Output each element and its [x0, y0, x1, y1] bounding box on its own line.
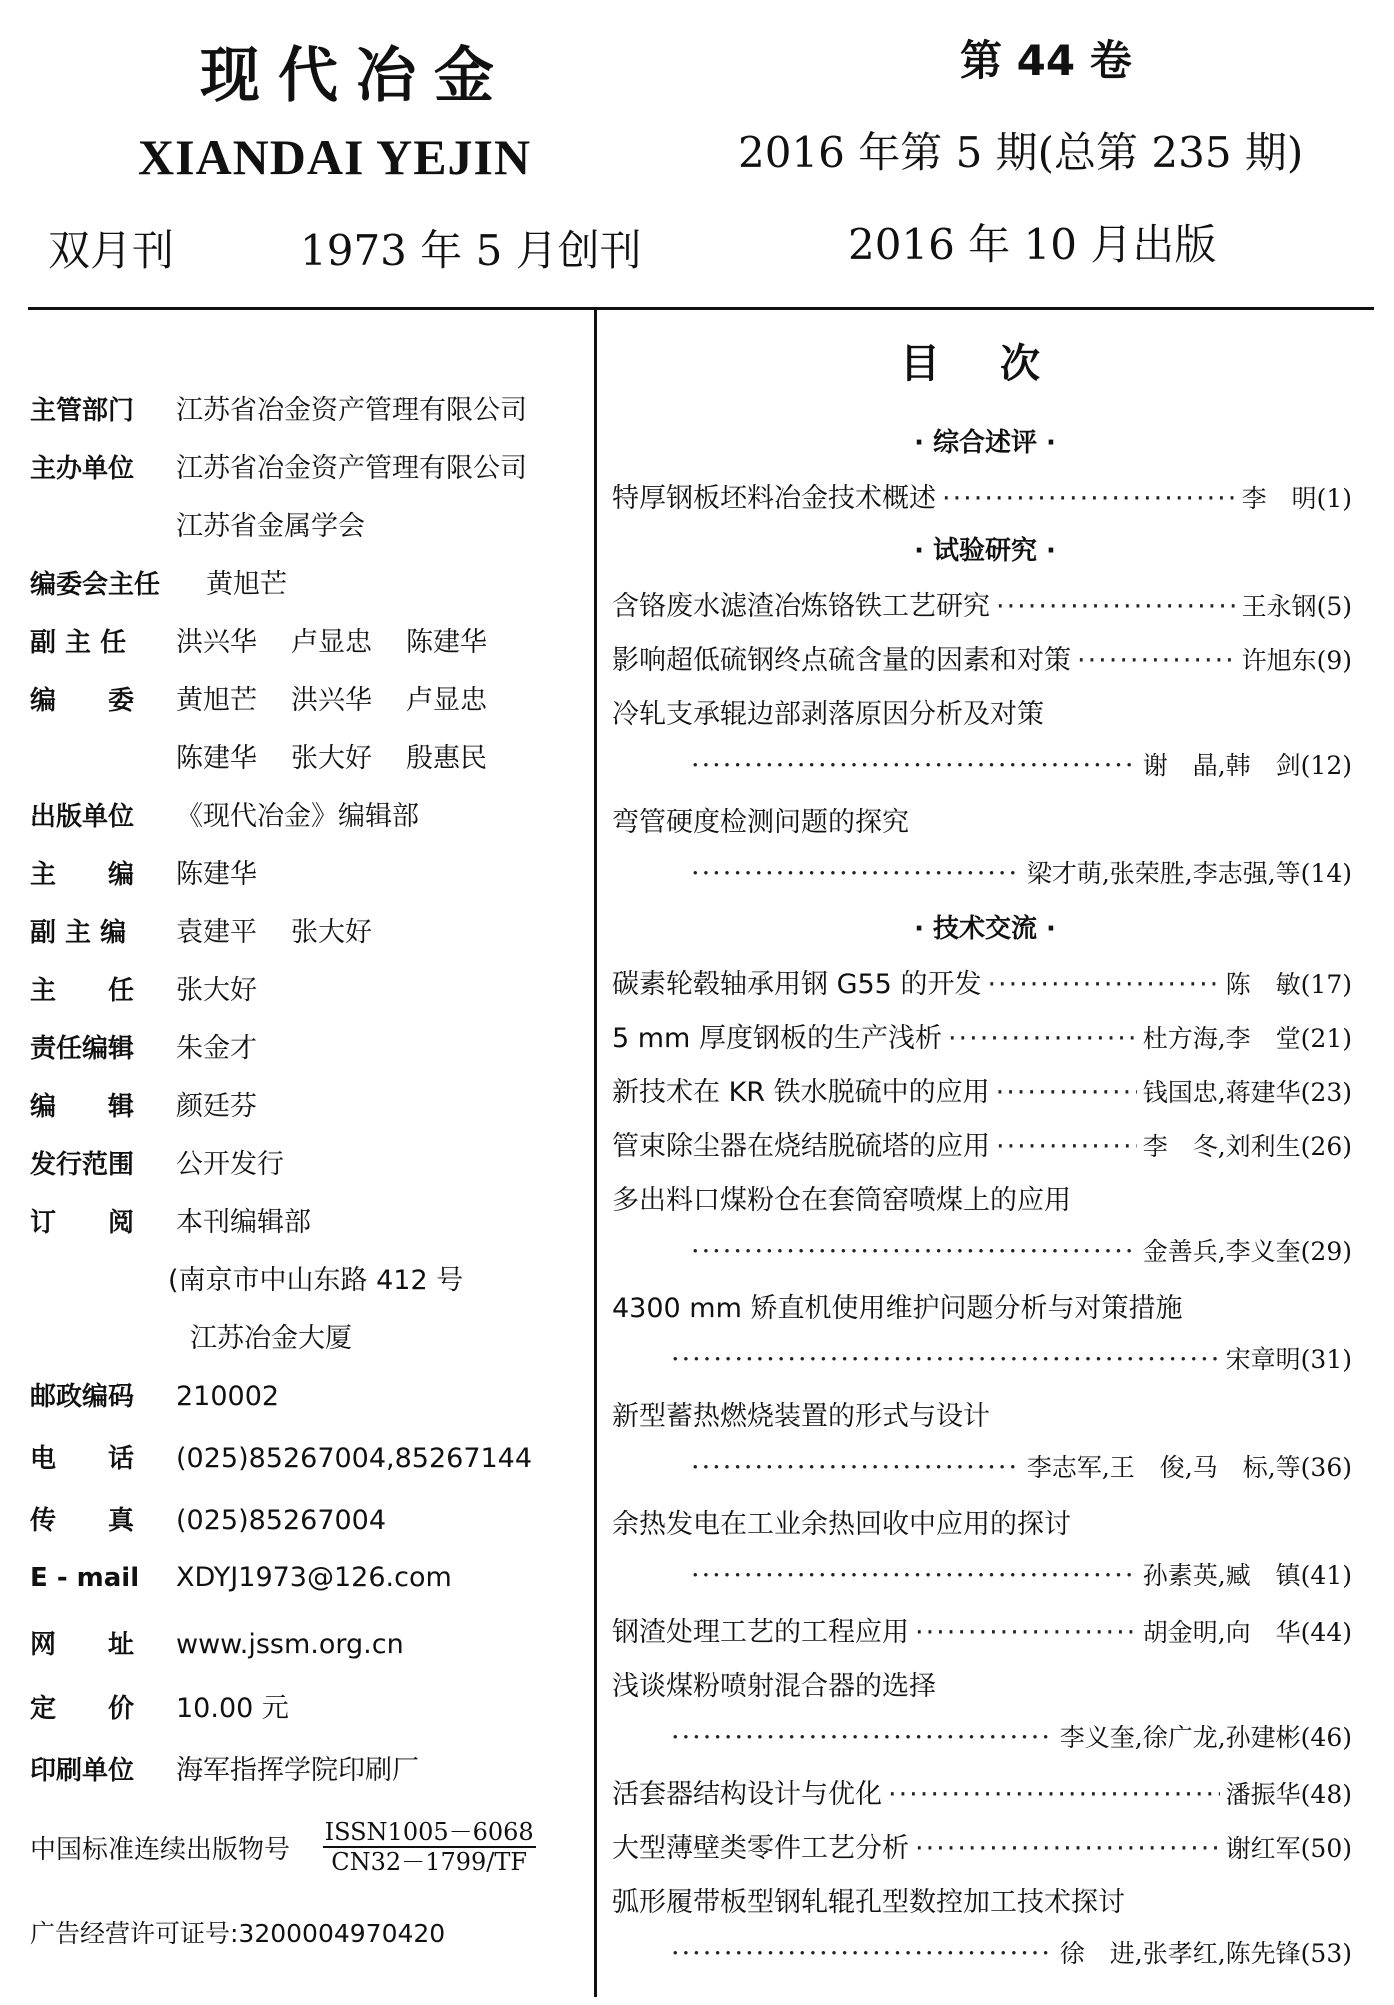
info-value: www.jssm.org.cn [176, 1629, 404, 1660]
info-value: 洪兴华 [291, 685, 372, 716]
info-distribution [30, 1142, 284, 1181]
info-value: 卢显忠 [291, 627, 372, 658]
toc-title: 新技术在 KR 铁水脱硫中的应用 [612, 1077, 990, 1108]
info-value: 张大好 [291, 743, 372, 774]
info-value: 210002 [176, 1381, 280, 1412]
journal-title-chinese: 现代冶金 [200, 41, 512, 111]
info-label: 主 编 [30, 860, 135, 890]
toc-entry[interactable] [612, 1070, 1352, 1109]
toc-entry[interactable] [612, 1124, 1352, 1163]
toc-entry-continuation[interactable] [685, 1556, 1352, 1592]
toc-author-page: 李志军,王 俊,马 标,等(36) [1026, 1453, 1352, 1482]
ad-license: 广告经营许可证号:3200004970420 [30, 1919, 446, 1948]
toc-entry[interactable] [612, 1016, 1352, 1055]
toc-title: 碳素轮毂轴承用钢 G55 的开发 [612, 969, 982, 1000]
info-ad-license [30, 1914, 445, 1950]
info-value: 黄旭芒 [206, 569, 287, 600]
info-label: 编 辑 [30, 1092, 135, 1122]
toc-entry-continuation[interactable] [685, 1448, 1352, 1484]
info-label: 订 阅 [30, 1208, 135, 1238]
leader-dots [915, 1833, 1220, 1864]
toc-author-page: 孙素英,臧 镇(41) [1142, 1561, 1352, 1590]
toc-entry[interactable] [612, 1610, 1352, 1649]
toc-author-page: 杜方海,李 堂(21) [1142, 1024, 1352, 1053]
info-label: 传 真 [30, 1506, 135, 1536]
info-value: 10.00 元 [176, 1693, 289, 1724]
toc-title: 大型薄壁类零件工艺分析 [612, 1833, 909, 1864]
info-label: 主 任 [30, 976, 135, 1006]
toc-title: 管束除尘器在烧结脱硫塔的应用 [612, 1131, 990, 1162]
info-publisher [30, 794, 419, 833]
leader-dots [691, 858, 1021, 889]
toc-author-page: 李义奎,徐广龙,孙建彬(46) [1059, 1723, 1352, 1752]
info-label: E - mail [30, 1563, 140, 1593]
info-value: 张大好 [176, 975, 257, 1006]
toc-entry[interactable] [612, 638, 1352, 677]
info-label: 责任编辑 [30, 1034, 135, 1064]
toc-entry[interactable] [612, 962, 1352, 1001]
leader-dots [671, 1722, 1054, 1753]
info-value: 张大好 [291, 917, 372, 948]
info-label: 编委会主任 [30, 570, 161, 600]
leader-dots [691, 1236, 1137, 1267]
info-email [30, 1562, 452, 1593]
info-value: 朱金才 [176, 1033, 257, 1064]
info-label: 主办单位 [30, 454, 135, 484]
toc-entry[interactable] [612, 476, 1352, 515]
info-subscription [30, 1200, 311, 1239]
journal-title-pinyin: XIANDAI YEJIN [138, 129, 532, 185]
info-label: 编 委 [30, 686, 135, 716]
toc-title: 钢渣处理工艺的工程应用 [612, 1617, 909, 1648]
info-value: 江苏省金属学会 [176, 511, 365, 542]
toc-title: 活套器结构设计与优化 [612, 1779, 882, 1810]
serial-label: 中国标准连续出版物号 [30, 1834, 291, 1865]
toc-author-page: 金善兵,李义奎(29) [1142, 1237, 1352, 1266]
leader-dots [691, 750, 1137, 781]
toc-title: 特厚钢板坯料冶金技术概述 [612, 483, 936, 514]
leader-dots [671, 1938, 1054, 1969]
section-heading: · 试验研究 · [914, 536, 1056, 566]
toc-entry-continuation[interactable] [685, 854, 1352, 890]
leader-dots [915, 1617, 1137, 1648]
column-divider [594, 307, 597, 1997]
toc-entry-continuation[interactable] [665, 1934, 1352, 1970]
leader-dots [996, 1131, 1137, 1162]
info-fax [30, 1500, 386, 1537]
info-website [30, 1624, 404, 1661]
leader-dots [948, 1023, 1137, 1054]
info-value: (025)85267004,85267144 [176, 1443, 533, 1474]
toc-entry-title[interactable]: 冷轧支承辊边部剥落原因分析及对策 [612, 699, 1044, 730]
toc-author-page: 胡金明,向 华(44) [1142, 1618, 1352, 1647]
info-competent-dept [30, 388, 527, 427]
toc-entry-continuation[interactable] [665, 1718, 1352, 1754]
toc-entry-continuation[interactable] [665, 1340, 1352, 1376]
section-heading: · 综合述评 · [914, 428, 1056, 458]
info-value: 公开发行 [176, 1149, 284, 1180]
toc-author-page: 陈 敏(17) [1225, 970, 1352, 999]
info-subscription-address-1 [168, 1258, 463, 1297]
toc-entry-continuation[interactable] [685, 1232, 1352, 1268]
toc-author-page: 宋章明(31) [1225, 1345, 1352, 1374]
toc-author-page: 许旭东(9) [1241, 646, 1352, 675]
toc-author-page: 潘振华(48) [1225, 1780, 1352, 1809]
info-postcode [30, 1376, 279, 1413]
leader-dots [1077, 645, 1236, 676]
info-value: 江苏省冶金资产管理有限公司 [176, 453, 527, 484]
info-label: 定 价 [30, 1694, 135, 1724]
toc-author-page: 李 明(1) [1241, 484, 1352, 513]
info-committee [30, 678, 487, 717]
publication-frequency: 双月刊 [48, 226, 175, 275]
info-sponsor [30, 446, 527, 485]
cn-number: CN32－1799/TF [331, 1848, 528, 1876]
info-value: 殷惠民 [406, 743, 487, 774]
founding-date: 1973 年 5 月创刊 [300, 226, 642, 275]
info-label: 印刷单位 [30, 1756, 135, 1786]
info-value: 颜廷芬 [176, 1091, 257, 1122]
info-value: 洪兴华 [176, 627, 257, 658]
leader-dots [996, 591, 1236, 622]
toc-entry-title[interactable]: 浅谈煤粉喷射混合器的选择 [612, 1671, 936, 1702]
info-editor [30, 1084, 257, 1123]
info-serial-number [30, 1818, 536, 1876]
toc-entry-title[interactable]: 新型蓄热燃烧装置的形式与设计 [612, 1401, 990, 1432]
toc-entry-title[interactable]: 弯管硬度检测问题的探究 [612, 807, 909, 838]
toc-author-page: 徐 进,张孝红,陈先锋(53) [1059, 1939, 1352, 1968]
info-responsible-editor [30, 1026, 257, 1065]
info-label: 主管部门 [30, 396, 135, 426]
info-label: 发行范围 [30, 1150, 135, 1180]
info-deputy-editor [30, 910, 372, 949]
info-sponsor-2 [176, 504, 365, 543]
toc-entry-continuation[interactable] [685, 746, 1352, 782]
info-committee-director [30, 562, 287, 601]
info-value: 陈建华 [176, 743, 257, 774]
info-vice-director [30, 620, 487, 659]
info-value: XDYJ1973@126.com [176, 1562, 452, 1593]
info-label: 电 话 [30, 1444, 135, 1474]
publication-date: 2016 年 10 月出版 [848, 220, 1217, 269]
info-label: 邮政编码 [30, 1382, 135, 1412]
info-price [30, 1686, 289, 1725]
leader-dots [691, 1560, 1137, 1591]
info-label: 网 址 [30, 1630, 135, 1660]
leader-dots [996, 1077, 1137, 1108]
toc-author-page: 谢 晶,韩 剑(12) [1142, 751, 1352, 780]
info-value: 《现代冶金》编辑部 [176, 801, 419, 832]
volume-number: 第 44 卷 [960, 36, 1132, 85]
toc-author-page: 钱国忠,蒋建华(23) [1142, 1078, 1352, 1107]
leader-dots [671, 1344, 1220, 1375]
toc-title: 影响超低硫钢终点硫含量的因素和对策 [612, 645, 1071, 676]
header-divider [28, 307, 1374, 310]
toc-title: 5 mm 厚度钢板的生产浅析 [612, 1023, 942, 1054]
issue-number: 2016 年第 5 期(总第 235 期) [738, 128, 1304, 177]
info-value: (南京市中山东路 412 号 [168, 1265, 464, 1296]
info-printer [30, 1748, 419, 1787]
issn: ISSN1005－6068 [324, 1818, 534, 1846]
info-value: (025)85267004 [176, 1505, 387, 1536]
toc-heading: 目次 [900, 341, 1100, 387]
toc-entry-title[interactable]: 余热发电在工业余热回收中应用的探讨 [612, 1509, 1071, 1540]
info-label: 出版单位 [30, 802, 135, 832]
toc-author-page: 谢红军(50) [1225, 1834, 1352, 1863]
info-label: 副 主 任 [30, 628, 127, 658]
toc-entry-title[interactable]: 弧形履带板型钢轧辊孔型数控加工技术探讨 [612, 1887, 1125, 1918]
leader-dots [691, 1452, 1021, 1483]
leader-dots [987, 969, 1219, 1000]
toc-entry[interactable] [612, 584, 1352, 623]
toc-title: 含铬废水滤渣冶炼铬铁工艺研究 [612, 591, 990, 622]
info-value: 陈建华 [176, 859, 257, 890]
info-value: 袁建平 [176, 917, 257, 948]
info-label: 副 主 编 [30, 918, 127, 948]
toc-entry[interactable] [612, 1772, 1352, 1811]
toc-author-page: 王永钢(5) [1241, 592, 1352, 621]
info-value: 黄旭芒 [176, 685, 257, 716]
info-value: 江苏冶金大厦 [190, 1323, 352, 1354]
info-chief-editor [30, 852, 257, 891]
info-phone [30, 1438, 532, 1475]
info-director [30, 968, 257, 1007]
toc-entry-title[interactable]: 多出料口煤粉仓在套筒窑喷煤上的应用 [612, 1185, 1071, 1216]
info-value: 陈建华 [406, 627, 487, 658]
info-committee-2 [176, 736, 487, 775]
info-value: 卢显忠 [406, 685, 487, 716]
toc-entry[interactable] [612, 1826, 1352, 1865]
info-value: 江苏省冶金资产管理有限公司 [176, 395, 527, 426]
leader-dots [942, 483, 1236, 514]
toc-author-page: 梁才萌,张荣胜,李志强,等(14) [1026, 859, 1352, 888]
info-value: 海军指挥学院印刷厂 [176, 1755, 419, 1786]
info-value: 本刊编辑部 [176, 1207, 311, 1238]
toc-entry-title[interactable]: 4300 mm 矫直机使用维护问题分析与对策措施 [612, 1293, 1183, 1324]
serial-number-fraction [323, 1818, 536, 1876]
section-heading: · 技术交流 · [914, 914, 1056, 944]
toc-author-page: 李 冬,刘利生(26) [1142, 1132, 1352, 1161]
leader-dots [888, 1779, 1220, 1810]
info-subscription-address-2 [190, 1316, 352, 1355]
